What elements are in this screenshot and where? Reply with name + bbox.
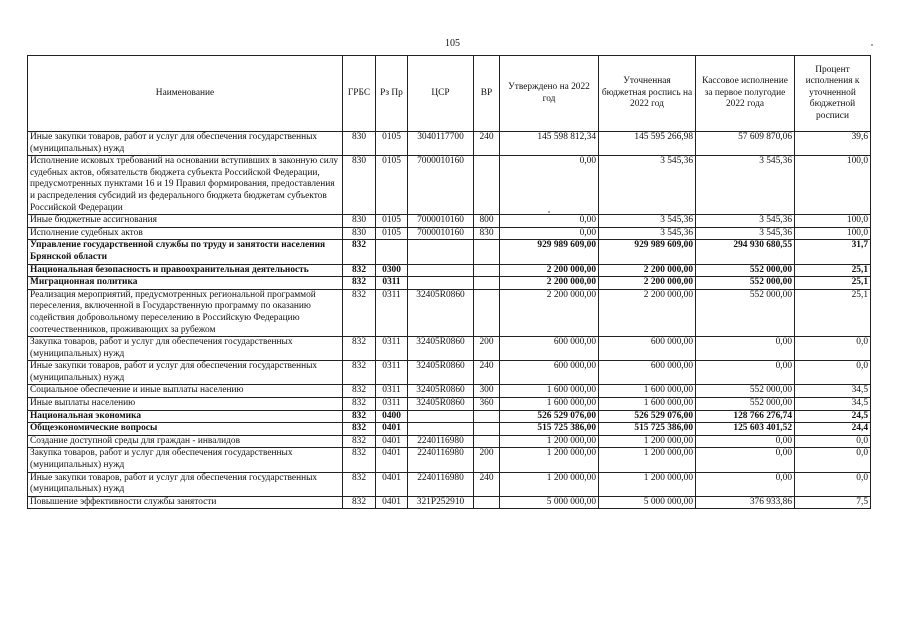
table-row (28, 277, 871, 290)
cell-percent: 0,0 (795, 361, 871, 385)
table-header-row (28, 56, 871, 132)
cell-csr: 2240116980 (408, 448, 474, 472)
cell-name: Исполнение исковых требований на основании вступивших в законную силу судебных актов, обязательств бюджета субъекта Российской Федерации, предусмотренных пунктами 16 и 19 Правил формирования, предоставления и распределения субсидий из федерального бюджета бюджетам субъектов Российской Федерации (28, 156, 343, 215)
cell-name: Иные выплаты населению (28, 398, 343, 411)
cell-cash: 552 000,00 (696, 398, 795, 411)
scan-speck (871, 44, 873, 46)
cell-cash: 376 933,86 (696, 496, 795, 509)
table-row (28, 361, 871, 385)
header-csr: ЦСР (408, 56, 474, 132)
cell-cash: 125 603 401,52 (696, 423, 795, 436)
cell-approved: 5 000 000,00 (500, 496, 599, 509)
table-row (28, 156, 871, 215)
cell-rzpr: 0311 (376, 289, 408, 336)
cell-revised: 1 200 000,00 (599, 472, 696, 496)
cell-percent: 0,0 (795, 435, 871, 448)
cell-percent: 24,4 (795, 423, 871, 436)
cell-cash: 294 930 680,55 (696, 240, 795, 264)
cell-cash: 552 000,00 (696, 277, 795, 290)
cell-revised: 145 595 266,98 (599, 132, 696, 156)
cell-percent: 24,5 (795, 410, 871, 423)
cell-cash: 0,00 (696, 435, 795, 448)
cell-cash: 552 000,00 (696, 385, 795, 398)
cell-rzpr (376, 240, 408, 264)
cell-revised: 1 600 000,00 (599, 398, 696, 411)
table-row (28, 385, 871, 398)
cell-csr (408, 410, 474, 423)
cell-percent: 100,0 (795, 156, 871, 215)
cell-vr (474, 277, 500, 290)
cell-csr (408, 264, 474, 277)
cell-csr: 32405R0860 (408, 385, 474, 398)
cell-vr: 200 (474, 448, 500, 472)
cell-name: Исполнение судебных актов (28, 227, 343, 240)
cell-grbs: 830 (343, 132, 376, 156)
cell-grbs: 832 (343, 240, 376, 264)
cell-percent: 0,0 (795, 337, 871, 361)
cell-revised: 2 200 000,00 (599, 289, 696, 336)
cell-grbs: 830 (343, 227, 376, 240)
cell-grbs: 832 (343, 337, 376, 361)
cell-name: Создание доступной среды для граждан - инвалидов (28, 435, 343, 448)
cell-cash: 57 609 870,06 (696, 132, 795, 156)
cell-name: Повышение эффективности службы занятости (28, 496, 343, 509)
cell-approved: 145 598 812,34 (500, 132, 599, 156)
cell-csr: 32405R0860 (408, 398, 474, 411)
cell-name: Закупка товаров, работ и услуг для обеспечения государственных (муниципальных) нужд (28, 448, 343, 472)
cell-revised: 2 200 000,00 (599, 277, 696, 290)
cell-vr (474, 410, 500, 423)
cell-grbs: 832 (343, 448, 376, 472)
cell-rzpr: 0401 (376, 496, 408, 509)
cell-rzpr: 0300 (376, 264, 408, 277)
header-approved: Утверждено на 2022 год (500, 56, 599, 132)
cell-rzpr: 0311 (376, 385, 408, 398)
cell-csr (408, 240, 474, 264)
cell-vr: 200 (474, 337, 500, 361)
cell-csr: 32405R0860 (408, 289, 474, 336)
cell-rzpr: 0401 (376, 435, 408, 448)
cell-grbs: 832 (343, 277, 376, 290)
cell-rzpr: 0401 (376, 423, 408, 436)
cell-csr: 321P252910 (408, 496, 474, 509)
cell-approved: 0,00 (500, 156, 599, 215)
cell-csr: 7000010160 (408, 156, 474, 215)
cell-percent: 100,0 (795, 215, 871, 228)
cell-csr (408, 423, 474, 436)
cell-percent: 34,5 (795, 385, 871, 398)
cell-grbs: 832 (343, 496, 376, 509)
cell-cash: 0,00 (696, 448, 795, 472)
header-percent: Процент исполнения к уточненной бюджетной росписи (795, 56, 871, 132)
cell-name: Общеэкономические вопросы (28, 423, 343, 436)
cell-name: Управление государственной службы по труду и занятости населения Брянской области (28, 240, 343, 264)
cell-name: Закупка товаров, работ и услуг для обеспечения государственных (муниципальных) нужд (28, 337, 343, 361)
cell-rzpr: 0401 (376, 448, 408, 472)
cell-cash: 0,00 (696, 361, 795, 385)
cell-vr (474, 156, 500, 215)
cell-approved: 600 000,00 (500, 337, 599, 361)
cell-percent: 25,1 (795, 289, 871, 336)
cell-name: Иные закупки товаров, работ и услуг для обеспечения государственных (муниципальных) нужд (28, 361, 343, 385)
cell-grbs: 832 (343, 385, 376, 398)
budget-execution-table (27, 55, 871, 509)
cell-approved: 1 200 000,00 (500, 448, 599, 472)
cell-approved: 2 200 000,00 (500, 277, 599, 290)
table-row (28, 264, 871, 277)
cell-vr (474, 289, 500, 336)
cell-name: Иные бюджетные ассигнования (28, 215, 343, 228)
cell-csr (408, 277, 474, 290)
cell-percent: 39,6 (795, 132, 871, 156)
cell-approved: 0,00 (500, 227, 599, 240)
table-row (28, 240, 871, 264)
cell-grbs: 832 (343, 435, 376, 448)
cell-approved: 1 600 000,00 (500, 385, 599, 398)
cell-revised: 3 545,36 (599, 227, 696, 240)
page-number: 105 (445, 38, 460, 49)
header-name: Наименование (28, 56, 343, 132)
cell-cash: 0,00 (696, 472, 795, 496)
cell-approved: 1 200 000,00 (500, 472, 599, 496)
table-row (28, 435, 871, 448)
cell-vr: 240 (474, 361, 500, 385)
header-revised: Уточненная бюджетная роспись на 2022 год (599, 56, 696, 132)
cell-vr: 800 (474, 215, 500, 228)
cell-rzpr: 0311 (376, 337, 408, 361)
cell-revised: 3 545,36 (599, 215, 696, 228)
cell-revised: 1 200 000,00 (599, 435, 696, 448)
cell-vr: 240 (474, 472, 500, 496)
table-row (28, 423, 871, 436)
cell-rzpr: 0105 (376, 227, 408, 240)
cell-approved: 526 529 076,00 (500, 410, 599, 423)
cell-approved: 929 989 609,00 (500, 240, 599, 264)
cell-name: Иные закупки товаров, работ и услуг для обеспечения государственных (муниципальных) нужд (28, 472, 343, 496)
cell-approved: 515 725 386,00 (500, 423, 599, 436)
cell-vr (474, 264, 500, 277)
cell-csr: 7000010160 (408, 215, 474, 228)
table-body (28, 132, 871, 509)
cell-vr (474, 423, 500, 436)
cell-approved: 0,00 (500, 215, 599, 228)
cell-grbs: 832 (343, 289, 376, 336)
table-row (28, 472, 871, 496)
cell-approved: 1 600 000,00 (500, 398, 599, 411)
cell-cash: 3 545,36 (696, 156, 795, 215)
cell-percent: 0,0 (795, 472, 871, 496)
table-row (28, 132, 871, 156)
table-row (28, 215, 871, 228)
cell-name: Социальное обеспечение и иные выплаты населению (28, 385, 343, 398)
cell-percent: 100,0 (795, 227, 871, 240)
table-row (28, 496, 871, 509)
cell-grbs: 832 (343, 423, 376, 436)
header-vr: ВР (474, 56, 500, 132)
cell-rzpr: 0105 (376, 156, 408, 215)
cell-revised: 5 000 000,00 (599, 496, 696, 509)
cell-grbs: 832 (343, 410, 376, 423)
cell-grbs: 832 (343, 361, 376, 385)
table-row (28, 448, 871, 472)
cell-rzpr: 0311 (376, 398, 408, 411)
cell-cash: 0,00 (696, 337, 795, 361)
cell-revised: 515 725 386,00 (599, 423, 696, 436)
cell-grbs: 832 (343, 398, 376, 411)
cell-vr (474, 240, 500, 264)
cell-csr: 2240116980 (408, 472, 474, 496)
cell-cash: 3 545,36 (696, 215, 795, 228)
cell-csr: 32405R0860 (408, 337, 474, 361)
cell-rzpr: 0105 (376, 215, 408, 228)
cell-vr: 300 (474, 385, 500, 398)
cell-cash: 128 766 276,74 (696, 410, 795, 423)
cell-approved: 1 200 000,00 (500, 435, 599, 448)
cell-csr: 3040117700 (408, 132, 474, 156)
cell-percent: 7,5 (795, 496, 871, 509)
cell-cash: 3 545,36 (696, 227, 795, 240)
cell-approved: 600 000,00 (500, 361, 599, 385)
cell-name: Иные закупки товаров, работ и услуг для обеспечения государственных (муниципальных) нужд (28, 132, 343, 156)
header-cash: Кассовое исполнение за первое полугодие 2022 года (696, 56, 795, 132)
cell-revised: 526 529 076,00 (599, 410, 696, 423)
cell-rzpr: 0105 (376, 132, 408, 156)
cell-grbs: 830 (343, 215, 376, 228)
header-rzpr: Рз Пр (376, 56, 408, 132)
cell-csr: 2240116980 (408, 435, 474, 448)
cell-vr: 830 (474, 227, 500, 240)
table-row (28, 289, 871, 336)
cell-name: Миграционная политика (28, 277, 343, 290)
cell-percent: 25,1 (795, 264, 871, 277)
cell-percent: 34,5 (795, 398, 871, 411)
cell-grbs: 830 (343, 156, 376, 215)
cell-percent: 25,1 (795, 277, 871, 290)
cell-name: Национальная безопасность и правоохранительная деятельность (28, 264, 343, 277)
cell-rzpr: 0311 (376, 277, 408, 290)
cell-revised: 2 200 000,00 (599, 264, 696, 277)
cell-csr: 7000010160 (408, 227, 474, 240)
cell-name: Национальная экономика (28, 410, 343, 423)
cell-revised: 1 600 000,00 (599, 385, 696, 398)
cell-rzpr: 0311 (376, 361, 408, 385)
cell-revised: 1 200 000,00 (599, 448, 696, 472)
cell-cash: 552 000,00 (696, 264, 795, 277)
header-grbs: ГРБС (343, 56, 376, 132)
cell-vr: 360 (474, 398, 500, 411)
table-row (28, 398, 871, 411)
cell-approved: 2 200 000,00 (500, 289, 599, 336)
cell-revised: 600 000,00 (599, 337, 696, 361)
scan-speck (548, 211, 550, 213)
cell-rzpr: 0400 (376, 410, 408, 423)
cell-cash: 552 000,00 (696, 289, 795, 336)
cell-percent: 31,7 (795, 240, 871, 264)
cell-vr: 240 (474, 132, 500, 156)
cell-rzpr: 0401 (376, 472, 408, 496)
table-row (28, 410, 871, 423)
table-row (28, 337, 871, 361)
cell-revised: 929 989 609,00 (599, 240, 696, 264)
cell-vr (474, 496, 500, 509)
cell-name: Реализация мероприятий, предусмотренных региональной программой переселения, включенной в Государственную программу по оказанию содействия добровольному переселению в Российскую Федерацию соотечественников, проживающих за рубежом (28, 289, 343, 336)
cell-grbs: 832 (343, 472, 376, 496)
cell-vr (474, 435, 500, 448)
cell-grbs: 832 (343, 264, 376, 277)
cell-revised: 600 000,00 (599, 361, 696, 385)
cell-percent: 0,0 (795, 448, 871, 472)
cell-approved: 2 200 000,00 (500, 264, 599, 277)
cell-csr: 32405R0860 (408, 361, 474, 385)
cell-revised: 3 545,36 (599, 156, 696, 215)
table-row (28, 227, 871, 240)
